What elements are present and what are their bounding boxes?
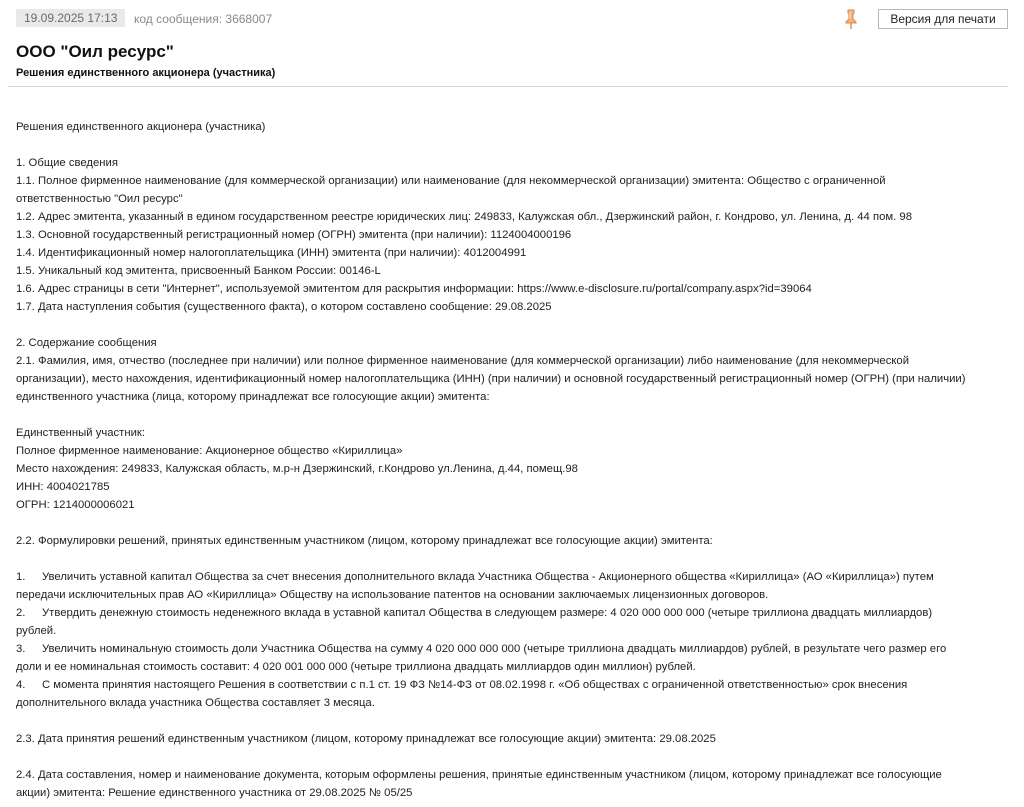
- decision-item-1-cont: передачи исключительных прав АО «Кириллица» Обществу на использование патентов на основании заключаемых лицензионных договоров.: [16, 589, 769, 601]
- decision-item-2: [16, 604, 1008, 622]
- message-toolbar: [16, 8, 1008, 30]
- section2-2-heading: 2.2. Формулировки решений, принятых единственным участником (лицом, которому принадлежат все голосующие акции) эмитента:: [16, 535, 713, 547]
- section2-heading: 2. Содержание сообщения: [16, 337, 157, 349]
- message-body: [16, 118, 1008, 802]
- message-date-badge: 19.09.2025 17:13: [16, 9, 125, 27]
- decision-number: 1.: [16, 571, 26, 583]
- message-subtitle: Решения единственного акционера (участника): [16, 67, 276, 79]
- section2-1-line-c: единственного участника (лица, которому принадлежат все голосующие акции) эмитента:: [16, 391, 490, 403]
- decision-text: Увеличить номинальную стоимость доли Участника Общества на сумму 4 020 000 000 000 (четыре триллиона двадцать миллиардов) рублей, в результате чего размер его: [42, 643, 947, 655]
- section1-line-1-6: 1.6. Адрес страницы в сети "Интернет", используемой эмитентом для раскрытия информации: https://www.e-disclosure.ru/portal/company.aspx?id=39064: [16, 283, 812, 295]
- section1-line-1-1: 1.1. Полное фирменное наименование (для коммерческой организации) или наименование (для некоммерческой организации) эмитента: Общество с ограниченной: [16, 175, 886, 187]
- section1-line-1-4: 1.4. Идентификационный номер налогоплательщика (ИНН) эмитента (при наличии): 4012004991: [16, 247, 527, 259]
- decision-number: 4.: [16, 679, 26, 691]
- decision-text: Утвердить денежную стоимость неденежного вклада в уставной капитал Общества в следующем размере: 4 020 000 000 000 (четыре триллиона двадцать миллиардов): [42, 607, 933, 619]
- decision-item-2-cont: рублей.: [16, 625, 57, 637]
- sole-participant-inn: ИНН: 4004021785: [16, 481, 110, 493]
- decision-number: 2.: [16, 607, 26, 619]
- decision-item-1: [16, 568, 1008, 586]
- section2-1-line-a: 2.1. Фамилия, имя, отчество (последнее при наличии) или полное фирменное наименование (для коммерческой организации) либо наименование (для некоммерческой: [16, 355, 910, 367]
- decision-item-4: [16, 676, 1008, 694]
- sole-participant-address: Место нахождения: 249833, Калужская область, м.р-н Дзержинский, г.Кондрово ул.Ленина, д.44, помещ.98: [16, 463, 578, 475]
- section2-4-line-a: 2.4. Дата составления, номер и наименование документа, которым оформлены решения, принятые единственным участником (лицом, которому принадлежат все голосующие: [16, 769, 942, 781]
- decision-text: С момента принятия настоящего Решения в соответствии с п.1 ст. 19 ФЗ №14-ФЗ от 08.02.1998 г. «Об обществах с ограниченной ответственностью» срок внесения: [42, 679, 908, 691]
- section1-line-1-2: 1.2. Адрес эмитента, указанный в едином государственном реестре юридических лиц: 249833, Калужская обл., Дзержинский район, г. Кондрово, ул. Ленина, д. 44 пом. 98: [16, 211, 912, 223]
- section1-line-1-5: 1.5. Уникальный код эмитента, присвоенный Банком России: 00146-L: [16, 265, 381, 277]
- decision-item-3-cont: доли и ее номинальная стоимость составит: 4 020 001 000 000 (четыре триллиона двадцать миллиардов один миллион) рублей.: [16, 661, 696, 673]
- message-code-label: код сообщения:: [134, 12, 223, 26]
- sole-participant-ogrn: ОГРН: 1214000006021: [16, 499, 135, 511]
- decision-number: 3.: [16, 643, 26, 655]
- section1-line-1-1-cont: ответственностью "Оил ресурс": [16, 193, 183, 205]
- section2-4-line-b: акции) эмитента: Решение единственного участника от 29.08.2025 № 05/25: [16, 787, 413, 799]
- decision-text: Увеличить уставной капитал Общества за счет внесения дополнительного вклада Участника Общества - Акционерного общества «Кириллица» (АО «Кириллица») путем: [42, 571, 934, 583]
- header-divider: [8, 86, 1008, 87]
- decision-item-4-cont: дополнительного вклада участника Общества составляет 3 месяца.: [16, 697, 375, 709]
- section1-line-1-7: 1.7. Дата наступления события (существенного факта), о котором составлено сообщение: 29.08.2025: [16, 301, 552, 313]
- section2-1-line-b: организации), место нахождения, идентификационный номер налогоплательщика (ИНН) (при наличии) и основной государственный регистрационный номер (ОГРН) (при наличии): [16, 373, 966, 385]
- sole-participant-name: Полное фирменное наименование: Акционерное общество «Кириллица»: [16, 445, 403, 457]
- decision-item-3: [16, 640, 1008, 658]
- company-name: ООО "Оил ресурс": [16, 42, 174, 61]
- message-code: [134, 10, 272, 28]
- section1-heading: 1. Общие сведения: [16, 157, 118, 169]
- pin-icon[interactable]: [842, 8, 860, 30]
- section1-line-1-3: 1.3. Основной государственный регистрационный номер (ОГРН) эмитента (при наличии): 1124004000196: [16, 229, 572, 241]
- message-code-value: 3668007: [225, 12, 273, 26]
- body-title: Решения единственного акционера (участника): [16, 121, 266, 133]
- sole-participant-label: Единственный участник:: [16, 427, 145, 439]
- section2-3-line: 2.3. Дата принятия решений единственным участником (лицом, которому принадлежат все голосующие акции) эмитента: 29.08.2025: [16, 733, 716, 745]
- print-version-button[interactable]: Версия для печати: [878, 9, 1008, 29]
